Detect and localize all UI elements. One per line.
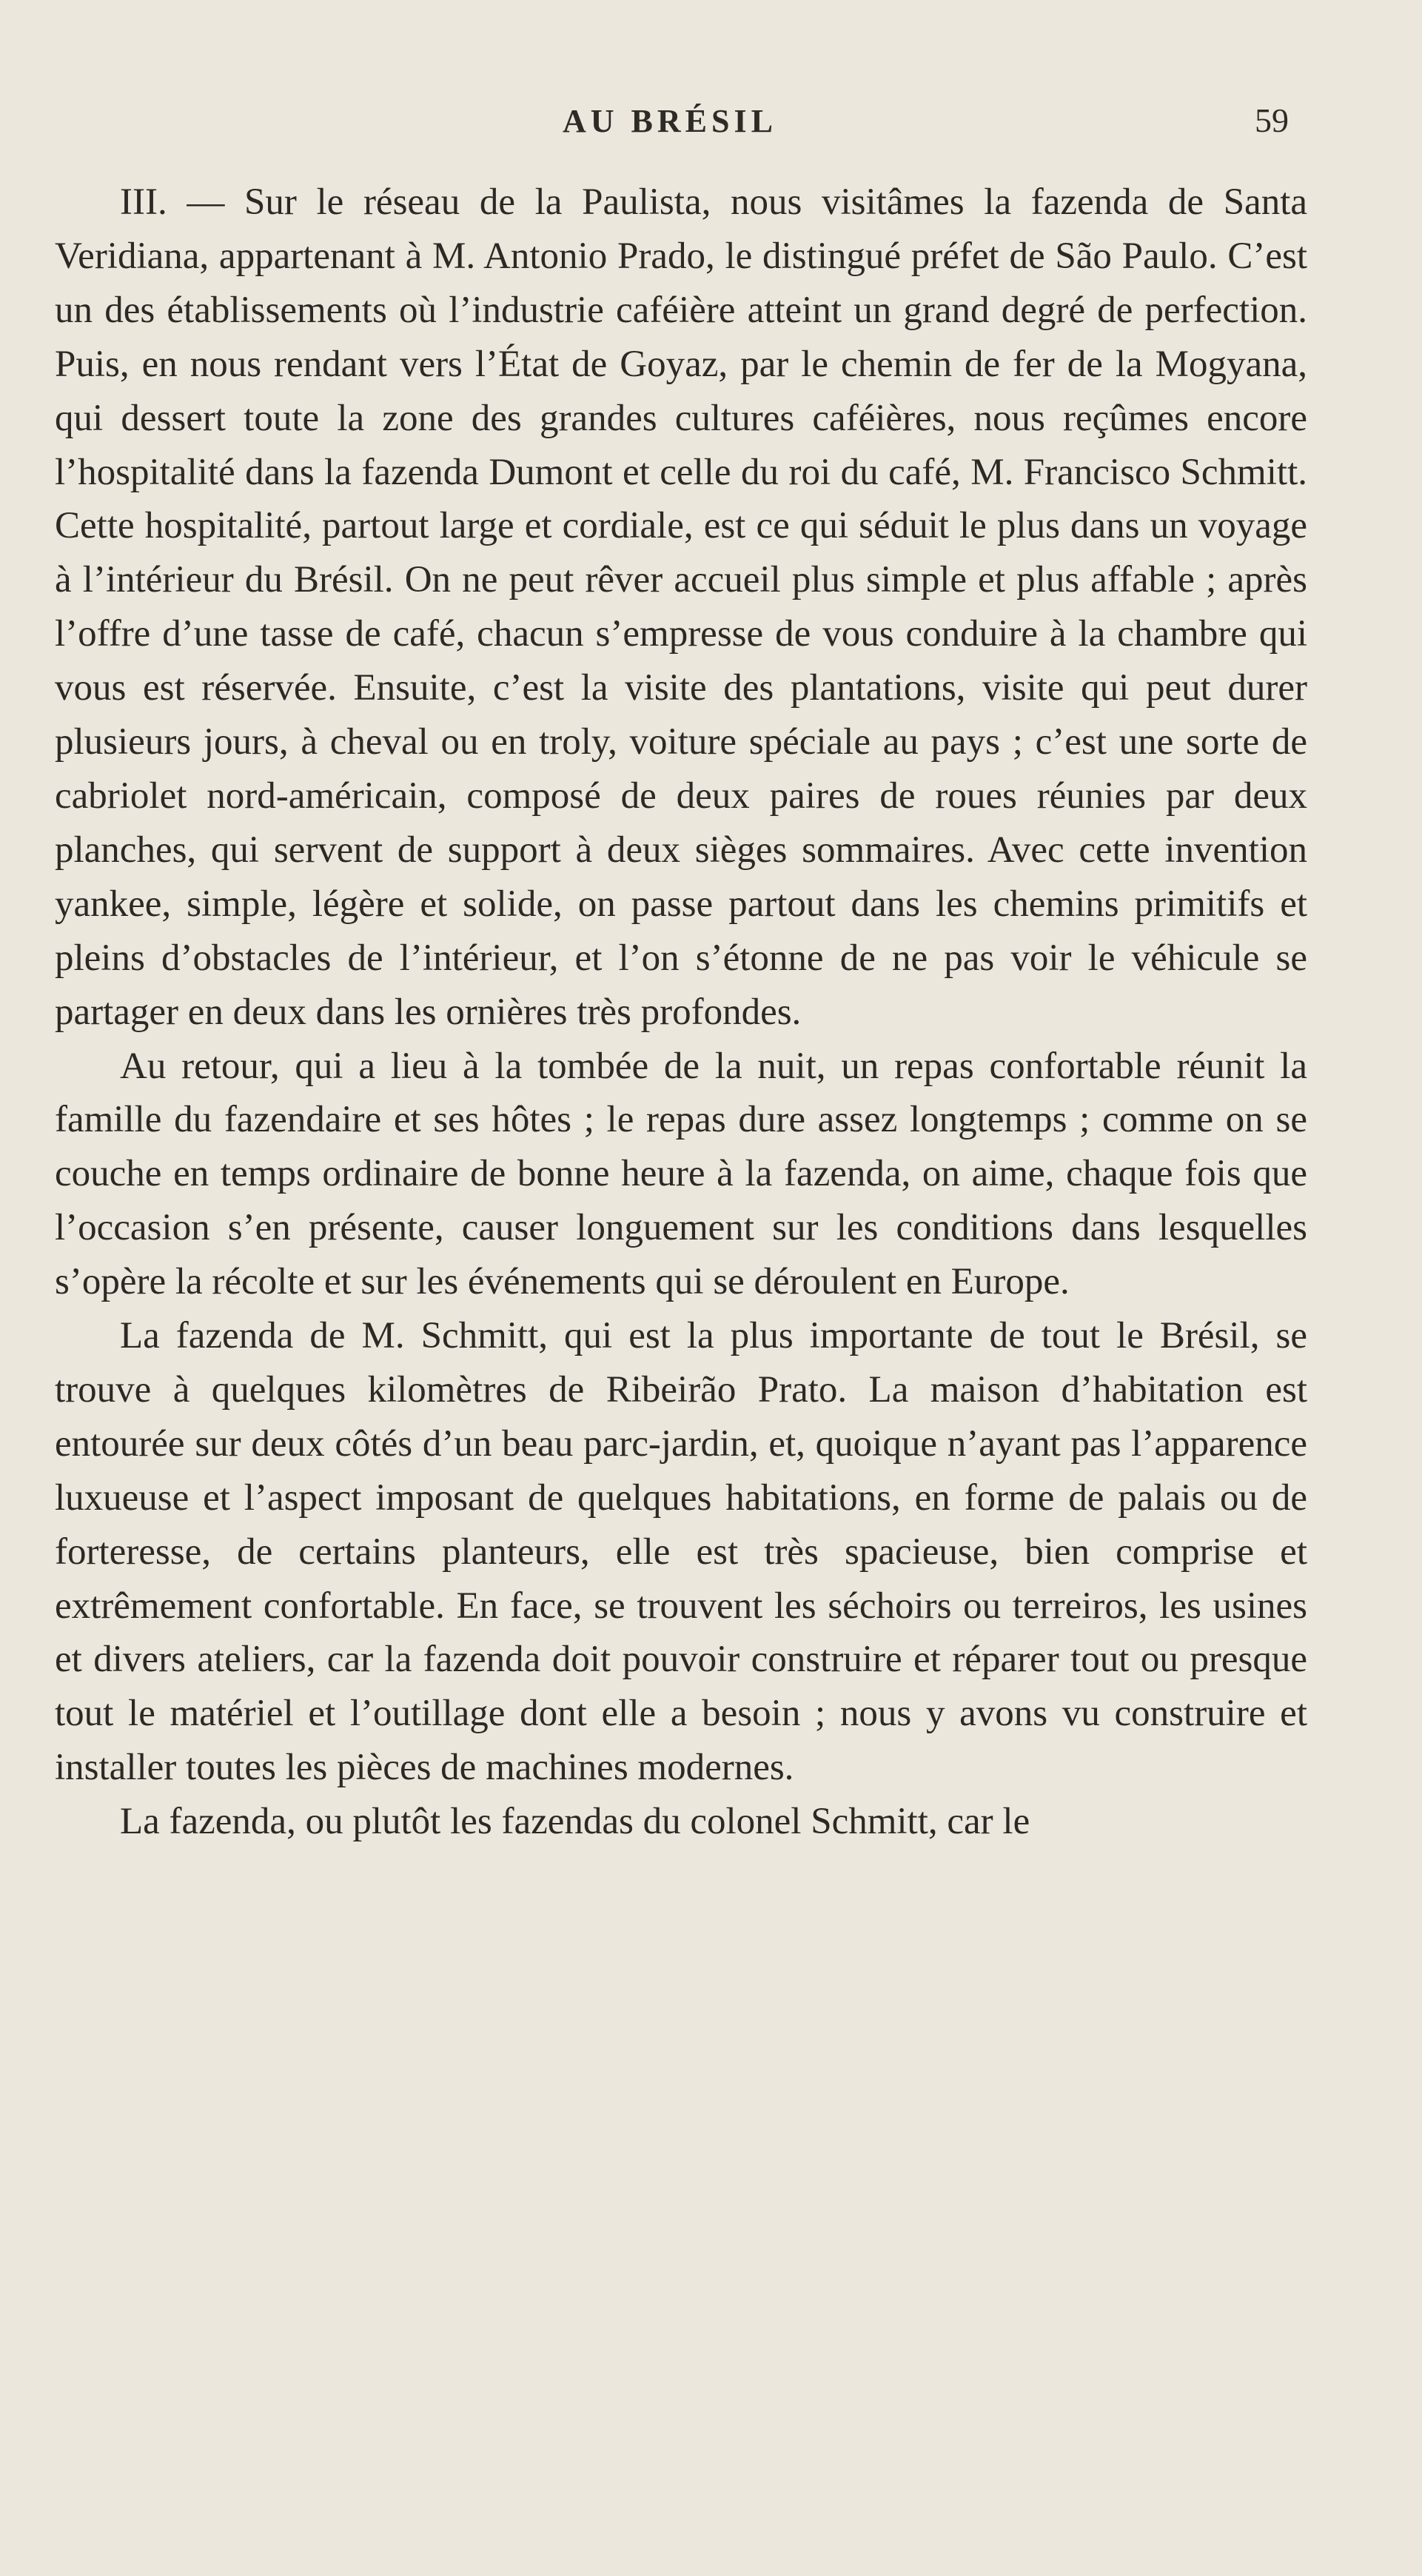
- paragraph-hospitality: III. — Sur le réseau de la Paulista, nous visitâmes la fazenda de Santa Veridiana, appartenant à M. Antonio Prado, le distingué préfet de São Paulo. C’est un des établissements où l’industrie caféière atteint un grand degré de perfection. Puis, en nous rendant vers l’État de Goyaz, par le chemin de fer de la Mogyana, qui dessert toute la zone des grandes cultures caféières, nous reçûmes encore l’hospitalité dans la fazenda Dumont et celle du roi du café, M. Francisco Schmitt. Cette hospitalité, partout large et cordiale, est ce qui séduit le plus dans un voyage à l’intérieur du Brésil. On ne peut rêver accueil plus simple et plus affable ; après l’offre d’une tasse de café, chacun s’empresse de vous conduire à la chambre qui vous est réservée. Ensuite, c’est la visite des plantations, visite qui peut durer plusieurs jours, à cheval ou en troly, voiture spéciale au pays ; c’est une sorte de cabriolet nord-américain, composé de deux paires de roues réunies par deux planches, qui servent de support à deux sièges sommaires. Avec cette invention yankee, simple, légère et solide, on passe partout dans les chemins primitifs et pleins d’obstacles de l’intérieur, et l’on s’étonne de ne pas voir le véhicule se partager en deux dans les ornières très profondes.: [55, 181, 1307, 1033]
- paragraph-schmitt-fazenda: La fazenda de M. Schmitt, qui est la plus importante de tout le Brésil, se trouve à quelques kilomètres de Ribeirão Prato. La maison d’habitation est entourée sur deux côtés d’un beau parc-jardin, et, quoique n’ayant pas l’apparence luxueuse et l’aspect imposant de quelques habitations, en forme de palais ou de forteresse, de certains planteurs, elle est très spacieuse, bien comprise et extrêmement confortable. En face, se trouvent les séchoirs ou terreiros, les usines et divers ateliers, car la fazenda doit pouvoir construire et réparer tout ou presque tout le matériel et l’outillage dont elle a besoin ; nous y avons vu construire et installer toutes les pièces de machines modernes.: [55, 1315, 1307, 1789]
- paragraph-return-meal: Au retour, qui a lieu à la tombée de la nuit, un repas confortable réunit la famille du fazendaire et ses hôtes ; le repas dure assez longtemps ; comme on se couche en temps ordinaire de bonne heure à la fazenda, on aime, chaque fois que l’occasion s’en présente, causer longuement sur les conditions dans lesquelles s’opère la récolte et sur les événements qui se déroulent en Europe.: [55, 1045, 1307, 1303]
- text-body: [55, 175, 1307, 1849]
- running-title: AU BRÉSIL: [563, 103, 777, 139]
- running-head: [0, 95, 1422, 154]
- paragraph-fazendas-continued: La fazenda, ou plutôt les fazendas du colonel Schmitt, car le: [120, 1801, 1030, 1843]
- page-number: 59: [1255, 101, 1289, 139]
